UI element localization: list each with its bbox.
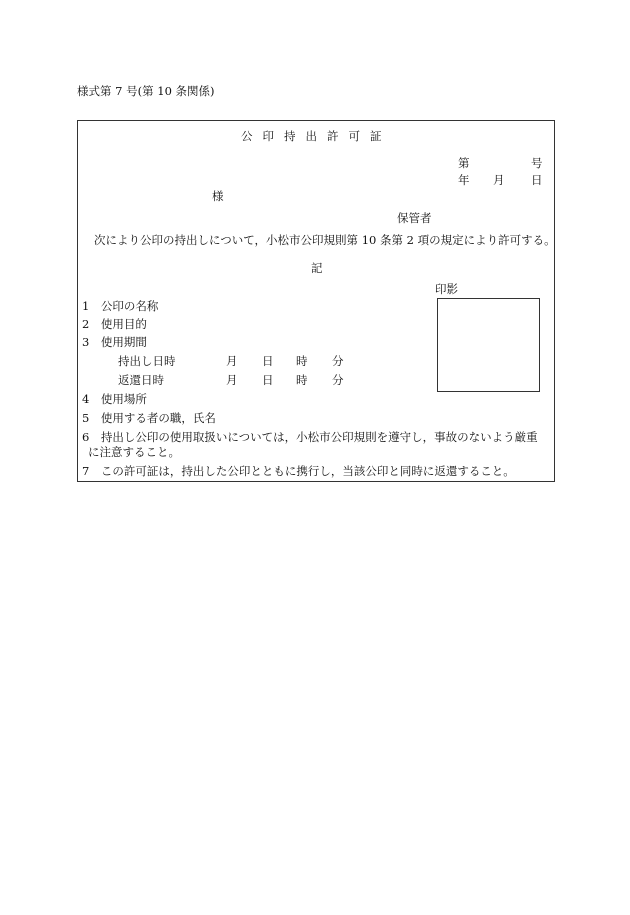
number-suffix: 号 [531,156,543,170]
checkout-day-unit: 日 [262,354,274,368]
date-month-label: 月 [493,173,505,187]
return-day-unit: 日 [262,373,274,387]
seal-impression-box [437,298,540,392]
checkout-datetime-label: 持出し日時 [118,354,176,368]
checkout-hour-unit: 時 [296,354,308,368]
seal-impression-label: 印影 [435,282,458,296]
return-month-unit: 月 [226,373,238,387]
ki-heading: 記 [311,261,323,275]
return-hour-unit: 時 [296,373,308,387]
item-handling-note-line1: 6 持出し公印の使用取扱いについては，小松市公印規則を遵守し，事故のないよう厳重 [82,430,538,444]
number-prefix: 第 [458,156,470,170]
item-seal-name: 1 公印の名称 [82,299,159,313]
date-year-label: 年 [458,173,470,187]
item-return-note: 7 この許可証は，持出した公印とともに携行し，当該公印と同時に返還すること。 [82,464,515,478]
permission-statement: 次により公印の持出しについて，小松市公印規則第 10 条第 2 項の規定により許可する。 [94,233,556,247]
form-number-label: 様式第 7 号(第 10 条関係) [77,84,215,98]
item-purpose: 2 使用目的 [82,317,147,331]
checkout-minute-unit: 分 [332,354,344,368]
item-user-title-name: 5 使用する者の職，氏名 [82,411,216,425]
issuer-label: 保管者 [397,211,432,225]
checkout-month-unit: 月 [226,354,238,368]
date-day-label: 日 [531,173,543,187]
addressee-honorific: 様 [212,189,224,203]
item-place: 4 使用場所 [82,392,147,406]
item-period: 3 使用期間 [82,335,147,349]
return-datetime-label: 返還日時 [118,373,164,387]
return-minute-unit: 分 [332,373,344,387]
item-handling-note-line2: に注意すること。 [88,445,180,459]
document-title: 公印持出許可証 [241,129,392,143]
